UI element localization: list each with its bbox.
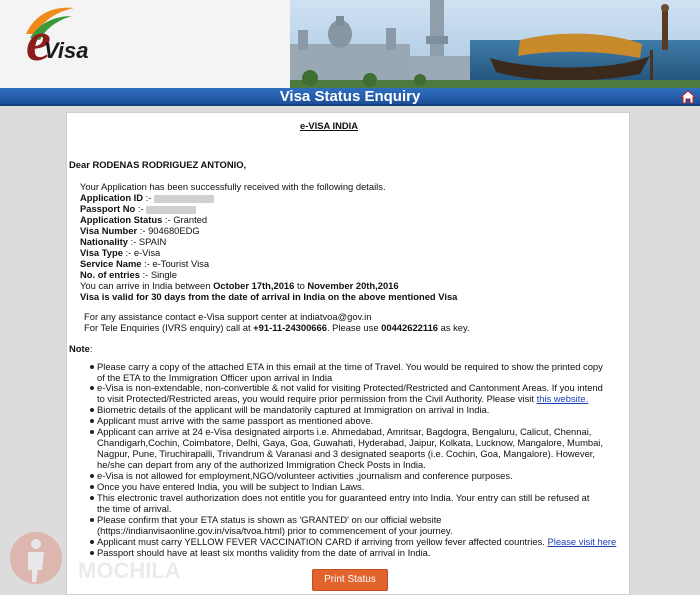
bullet xyxy=(90,365,94,369)
bullet xyxy=(90,474,94,478)
note-item: Passport should have at least six months validity from the date of arrival in India. xyxy=(97,547,431,558)
note-item: Applicant must arrive with the same passport as mentioned above. xyxy=(97,415,374,426)
tele-enquiry xyxy=(84,322,470,333)
note-item-cont: the time of arrival. xyxy=(97,503,172,514)
field-value: :- e-Visa xyxy=(122,247,161,258)
redacted-value xyxy=(154,195,214,203)
logo-text: Visa xyxy=(44,38,89,63)
note-text: Applicant must carry YELLOW FEVER VACCINATION CARD if arriving from yellow fever affected countries. xyxy=(97,536,548,547)
page-title-bar xyxy=(0,88,700,106)
field-label: Passport No xyxy=(80,203,136,214)
field-label: Service Name xyxy=(80,258,142,269)
tele-phone: +91-11-24300666 xyxy=(253,322,327,333)
field-value: :- Single xyxy=(139,269,177,280)
field-label: Visa Number xyxy=(80,225,138,236)
tele-mid: . Please use xyxy=(326,322,382,333)
field-label: Application Status xyxy=(80,214,163,225)
note-item: This electronic travel authorization does not entitle you for guaranteed entry into India. Your entry can still be refused at xyxy=(97,492,590,503)
tele-suffix: as key. xyxy=(438,322,470,333)
watermark-text: MOCHILA xyxy=(78,558,181,583)
tele-key: 00442622116 xyxy=(381,322,438,333)
note-item: e-Visa is non-extendable, non-convertible & not valid for visiting Protected/Restricted and Cantonment Areas. If you intend xyxy=(97,382,603,393)
note-item: e-Visa is not allowed for employment,NGO/volunteer activities ,journalism and conference purposes. xyxy=(97,470,513,481)
site-header xyxy=(0,0,700,88)
field-value: :- e-Tourist Visa xyxy=(141,258,210,269)
field-label: No. of entries xyxy=(80,269,140,280)
validity-text: Visa is valid for 30 days from the date of arrival in India on the above mentioned Visa xyxy=(80,291,458,302)
bullet xyxy=(90,485,94,489)
note-item: Please carry a copy of the attached ETA in this email at the time of Travel. You would be required to show the printed copy xyxy=(97,361,603,372)
this-website-link[interactable]: this website. xyxy=(536,393,589,404)
field-passport xyxy=(80,203,196,214)
support-text: For any assistance contact e-Visa support center at indiatvoa@gov.in xyxy=(84,311,372,322)
note-item: Please confirm that your ETA status is shown as 'GRANTED' on our official website xyxy=(97,514,442,525)
note-item-cont: (https://indianvisaonline.gov.in/visa/tvoa.html) prior to commencement of your journey. xyxy=(97,525,453,536)
page-title: Visa Status Enquiry xyxy=(279,88,421,105)
field-value: :- 904680EDG xyxy=(137,225,200,236)
field-value: :- Granted xyxy=(162,214,208,225)
field-value: :- SPAIN xyxy=(127,236,167,247)
note-item: Applicant can arrive at 24 e-Visa designated airports i.e. Ahmedabad, Amritsar, Bagdogra, Bengaluru, Calicut, Chennai, xyxy=(97,426,592,437)
yellow-fever-link[interactable]: Please visit here xyxy=(547,536,617,547)
bullet xyxy=(90,386,94,390)
bullet xyxy=(90,430,94,434)
note-item-cont xyxy=(97,393,588,404)
note-text: to visit Protected/Restricted areas, you would require prior permission from the Civil Authority. Please visit xyxy=(97,393,537,404)
note-item: Biometric details of the applicant will be mandatorily captured at Immigration on arrival in India. xyxy=(97,404,490,415)
field-label: Application ID xyxy=(80,192,144,203)
field-application-id xyxy=(80,192,214,203)
note-label-text: Note xyxy=(69,343,90,354)
note-item-cont: of the ETA to the Immigration Officer upon arrival in India xyxy=(97,372,333,383)
field-service xyxy=(80,258,209,269)
arrival-from-date: October 17th,2016 xyxy=(213,280,295,291)
letter-heading: e-VISA INDIA xyxy=(300,120,358,131)
india-skyline-banner xyxy=(290,0,700,88)
note-item-cont: Nagpur, Pune, Tiruchirapalli, Trivandrum & Varanasi and 3 designated seaports (i.e. Cochin, Goa, Mangalore). However, xyxy=(97,448,596,459)
redacted-value xyxy=(146,206,196,214)
greeting: Dear RODENAS RODRIGUEZ ANTONIO, xyxy=(69,159,247,170)
home-icon[interactable] xyxy=(680,90,696,104)
field-label: Nationality xyxy=(80,236,128,247)
field-separator: :- xyxy=(135,203,144,214)
field-visa-number xyxy=(80,225,200,236)
bullet xyxy=(90,496,94,500)
note-item-cont: he/she can depart from any of the authorized Immigration Check Posts in India. xyxy=(97,459,426,470)
arrival-prefix: You can arrive in India between xyxy=(80,280,214,291)
field-status xyxy=(80,214,207,225)
note-label xyxy=(69,343,92,354)
field-visa-type xyxy=(80,247,160,258)
tele-prefix: For Tele Enquiries (IVRS enquiry) call at xyxy=(84,322,254,333)
field-label: Visa Type xyxy=(80,247,123,258)
field-separator: :- xyxy=(143,192,152,203)
mochila-watermark xyxy=(6,520,236,595)
logo-letter: e xyxy=(26,11,51,73)
note-item: Once you have entered India, you will be subject to Indian Laws. xyxy=(97,481,365,492)
arrival-mid: to xyxy=(294,280,308,291)
field-entries xyxy=(80,269,177,280)
field-nationality xyxy=(80,236,166,247)
arrival-to-date: November 20th,2016 xyxy=(307,280,399,291)
arrival-window xyxy=(80,280,399,291)
intro-text: Your Application has been successfully received with the following details. xyxy=(80,181,386,192)
print-status-button[interactable]: Print Status xyxy=(312,569,388,591)
note-item-cont: Chandigarh,Cochin, Coimbatore, Delhi, Gaya, Goa, Guwahati, Hyderabad, Jaipur, Kolkata, Lucknow, Mangalore, Mumbai, xyxy=(97,437,603,448)
bullet xyxy=(90,419,94,423)
note-colon: : xyxy=(89,343,93,354)
bullet xyxy=(90,408,94,412)
